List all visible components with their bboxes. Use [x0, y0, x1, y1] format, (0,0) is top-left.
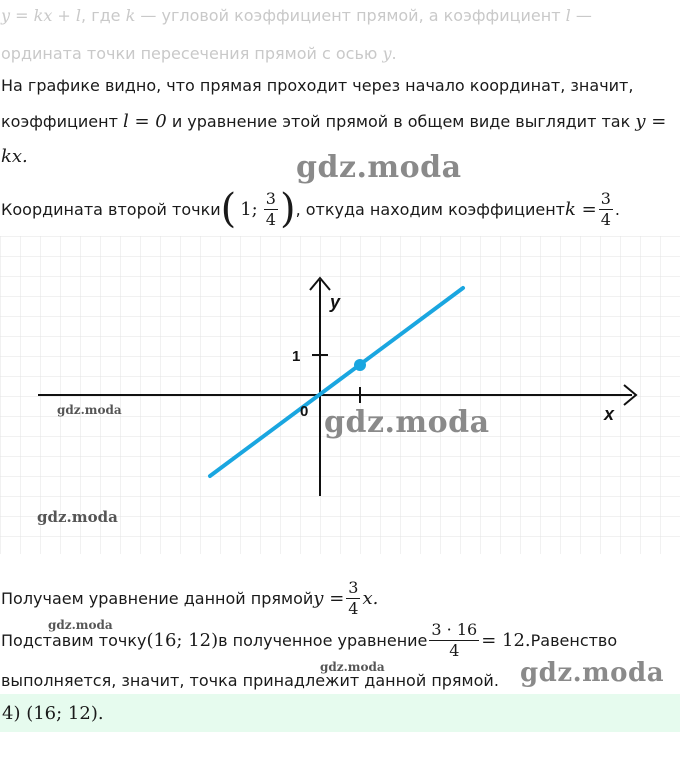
intro-k: k — [125, 6, 136, 25]
p4-result: = 12. — [481, 629, 531, 651]
p1-formula-y: y = — [635, 111, 667, 132]
answer-box — [0, 694, 680, 732]
intro-dot: . — [391, 44, 397, 63]
p4-point: (16; 12) — [146, 629, 219, 651]
p3-num: 3 — [348, 577, 359, 597]
p2-line — [1, 183, 620, 235]
p1-text: и уравнение этой прямой в общем виде выглядит так — [166, 112, 636, 131]
p1-line-1: На графике видно, что прямая проходит через начало координат, значит, — [1, 76, 634, 95]
p2-end: . — [614, 199, 620, 219]
intro-formula: y = kx + l — [1, 6, 82, 25]
paren-right: ) — [279, 186, 296, 232]
tick-label-1: 1 — [292, 348, 301, 365]
p2-point-x: 1; — [240, 198, 258, 220]
watermark-small: gdz.moda — [37, 508, 118, 526]
p2-fraction — [264, 189, 278, 230]
watermark-small: gdz.moda — [48, 618, 113, 632]
p3-y-eq: y = — [313, 587, 345, 609]
y-label: y — [330, 292, 341, 312]
p4-num: 3 · 16 — [431, 619, 478, 639]
point-marker — [354, 359, 366, 371]
p3-tail: x. — [362, 587, 379, 609]
p2-text: Координата второй точки — [1, 199, 221, 219]
p4-text: в полученное уравнение — [218, 630, 428, 650]
p1-formula: l = 0 — [123, 111, 167, 132]
p4-fraction — [429, 620, 479, 661]
intro-line-1 — [1, 6, 592, 25]
graph — [0, 236, 680, 554]
watermark-small: gdz.moda — [320, 660, 385, 674]
intro-l: l — [565, 6, 571, 25]
p1-line-2 — [1, 111, 666, 132]
intro-dash: — — [570, 6, 592, 25]
intro-text: — угловой коэффициент прямой, а коэффициент — [135, 6, 566, 25]
p2-k-den: 4 — [600, 209, 611, 229]
p2-k-fraction — [599, 189, 613, 230]
watermark: gdz.moda — [520, 658, 665, 688]
p1-line-3: kx. — [1, 146, 28, 167]
p2-frac-den: 4 — [265, 209, 276, 229]
x-label: x — [604, 404, 615, 424]
p1-text: коэффициент — [1, 112, 123, 131]
p4-line-2: выполняется, значит, точка принадлежит данной прямой. — [1, 671, 499, 690]
origin-label: 0 — [300, 403, 309, 420]
p2-k-eq: k = — [564, 198, 597, 220]
p4-text: Подставим точку — [1, 630, 147, 650]
answer-text: 4) (16; 12). — [2, 703, 104, 724]
p2-frac-num: 3 — [265, 188, 276, 208]
intro-y: y — [382, 44, 392, 63]
p3-den: 4 — [348, 598, 359, 618]
intro-line-2 — [1, 44, 397, 63]
intro-text: ордината точки пересечения прямой с осью — [1, 44, 383, 63]
p2-k-num: 3 — [600, 188, 611, 208]
watermark-small: gdz.moda — [57, 403, 122, 417]
paren-left: ( — [220, 186, 237, 232]
watermark: gdz.moda — [296, 150, 462, 185]
p3-text: Получаем уравнение данной прямой — [1, 588, 314, 608]
p4-den: 4 — [449, 640, 460, 660]
p3-fraction — [346, 578, 360, 619]
p2-text: , откуда находим коэффициент — [295, 199, 565, 219]
p4-text: Равенство — [530, 630, 618, 650]
watermark: gdz.moda — [324, 405, 490, 440]
intro-text: , где — [81, 6, 126, 25]
